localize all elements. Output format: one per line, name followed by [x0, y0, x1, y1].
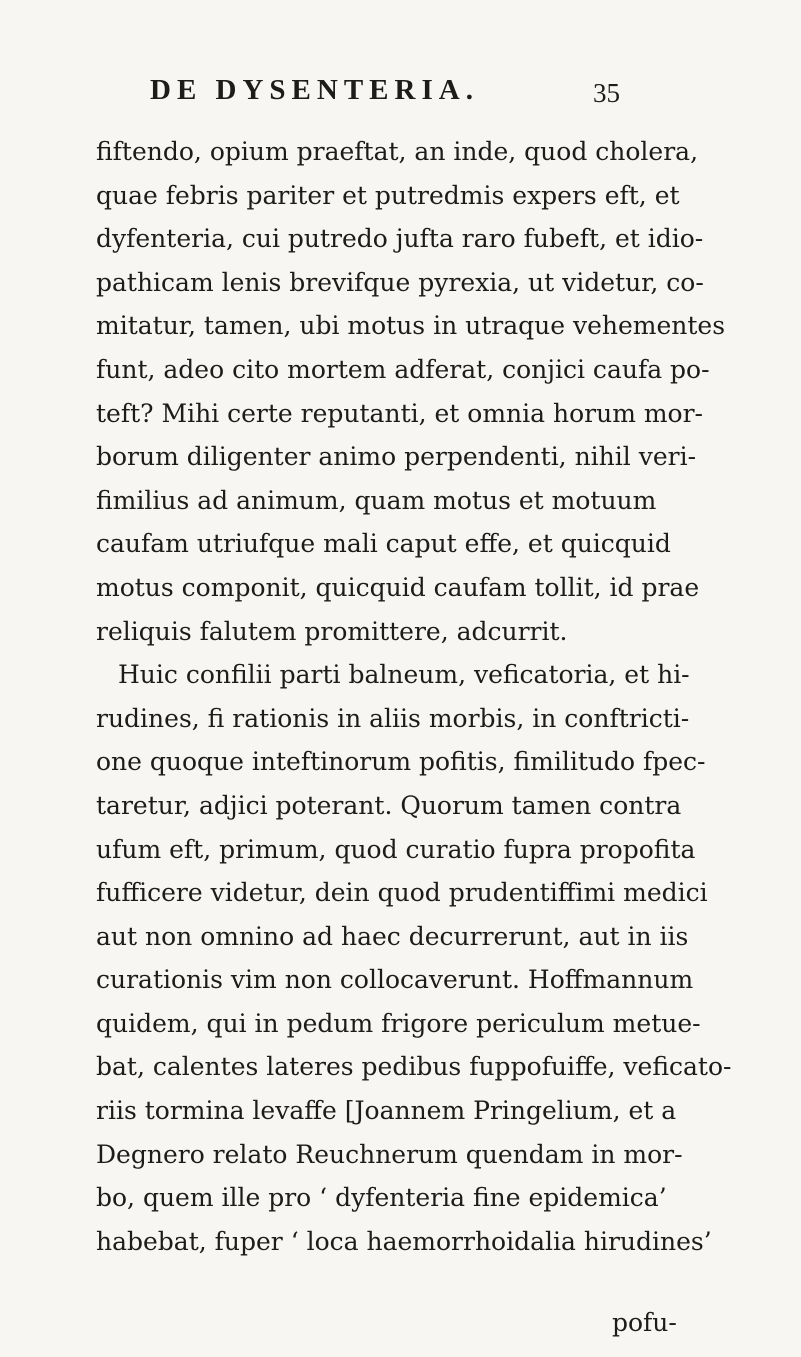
text-line: mitatur, tamen, ubi motus in utraque vehementes — [96, 311, 726, 341]
text-line: funt, adeo cito mortem adferat, conjici caufa po- — [96, 354, 710, 384]
catchword: pofu- — [612, 1308, 677, 1337]
body-text — [96, 130, 732, 1263]
paragraph-end-line: reliquis falutem promittere, adcurrit. — [96, 616, 568, 646]
running-title: DE DYSENTERIA. — [150, 74, 479, 106]
page-number: 35 — [593, 78, 620, 108]
text-line: borum diligenter animo perpendenti, nihil veri- — [96, 442, 697, 472]
text-line: riis tormina levaffe [Joannem Pringelium, et a — [96, 1096, 677, 1126]
text-line: fimilius ad animum, quam motus et motuum — [96, 485, 657, 515]
text-line: fufficere videtur, dein quod prudentiffimi medici — [96, 878, 708, 908]
text-line: pathicam lenis brevifque pyrexia, ut videtur, co- — [96, 267, 704, 297]
paragraph-start-line: Huic confilii parti balneum, veficatoria, et hi- — [118, 660, 690, 690]
page-header — [150, 66, 620, 116]
text-line: curationis vim non collocaverunt. Hoffmannum — [96, 965, 694, 995]
text-line: ufum eft, primum, quod curatio fupra propofita — [96, 834, 696, 864]
text-line: aut non omnino ad haec decurrerunt, aut in iis — [96, 921, 689, 951]
text-line: motus componit, quicquid caufam tollit, id prae — [96, 572, 700, 602]
text-line: quidem, qui in pedum frigore periculum metue- — [96, 1008, 701, 1038]
text-line: one quoque inteftinorum pofitis, fimilitudo fpec- — [96, 747, 706, 777]
text-line: habebat, fuper ‘ loca haemorrhoidalia hirudines’ — [96, 1226, 712, 1256]
text-line: rudines, fi rationis in aliis morbis, in conftricti- — [96, 703, 690, 733]
text-line: dyfenteria, cui putredo jufta raro fubeft, et idio- — [96, 224, 704, 254]
text-line: teft? Mihi certe reputanti, et omnia horum mor- — [96, 398, 704, 428]
text-line: Degnero relato Reuchnerum quendam in mor- — [96, 1139, 683, 1169]
text-line: fiftendo, opium praeftat, an inde, quod cholera, — [96, 137, 699, 166]
text-line: quae febris pariter et putredmis expers eft, et — [96, 180, 680, 210]
text-line: bat, calentes lateres pedibus fuppofuiffe, veficato- — [96, 1052, 732, 1082]
text-line: taretur, adjici poterant. Quorum tamen contra — [96, 790, 682, 820]
text-line: caufam utriufque mali caput effe, et quicquid — [96, 529, 671, 559]
text-line: bo, quem ille pro ‘ dyfenteria fine epidemica’ — [96, 1183, 667, 1213]
